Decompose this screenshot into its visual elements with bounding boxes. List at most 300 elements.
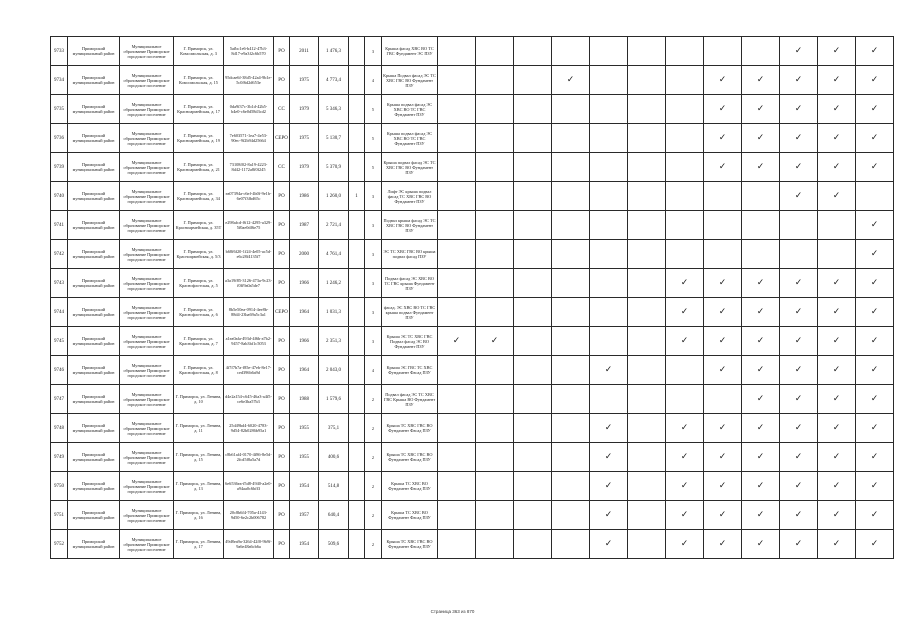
address-cell: Г. Приморск, ул. Краснофлотская, д. 6 [174, 298, 224, 327]
checkmark-icon: ✓ [680, 277, 689, 288]
checkmark-icon: ✓ [870, 480, 879, 491]
wall-type-cell: РО [274, 443, 290, 472]
work-mark-cell [742, 153, 780, 182]
lift-count-cell [349, 443, 365, 472]
work-mark-cell [514, 124, 552, 153]
work-mark-cell [476, 182, 514, 211]
work-mark-cell [856, 66, 894, 95]
checkmark-icon: ✓ [832, 190, 841, 201]
work-mark-cell [742, 124, 780, 153]
address-cell: Г. Приморск, ул. Краснофлотская, д. 5 [174, 269, 224, 298]
checkmark-icon: ✓ [490, 335, 499, 346]
checkmark-icon: ✓ [870, 538, 879, 549]
housing-registry-table [50, 36, 894, 559]
lift-count-cell [349, 414, 365, 443]
checkmark-icon: ✓ [794, 277, 803, 288]
area-cell: 375,1 [319, 414, 349, 443]
district-cell: Приморский муниципальный район [68, 211, 120, 240]
work-mark-cell [590, 66, 628, 95]
lift-count-cell [349, 501, 365, 530]
work-mark-cell [704, 443, 742, 472]
work-mark-cell [818, 37, 856, 66]
checkmark-icon: ✓ [680, 335, 689, 346]
work-mark-cell [590, 182, 628, 211]
table-row [51, 501, 894, 530]
checkmark-icon: ✓ [794, 393, 803, 404]
checkmark-icon: ✓ [870, 451, 879, 462]
work-mark-cell [628, 356, 666, 385]
checkmark-icon: ✓ [718, 103, 727, 114]
row-number: 9750 [51, 472, 68, 501]
work-mark-cell [628, 37, 666, 66]
work-mark-cell [780, 530, 818, 559]
table-row [51, 472, 894, 501]
work-mark-cell [552, 95, 590, 124]
work-mark-cell [704, 327, 742, 356]
work-mark-cell [856, 472, 894, 501]
checkmark-icon: ✓ [718, 277, 727, 288]
work-mark-cell [476, 414, 514, 443]
work-mark-cell [856, 211, 894, 240]
checkmark-icon: ✓ [832, 45, 841, 56]
work-mark-cell [628, 66, 666, 95]
works-list-cell: Крыша подвал фасад ЭС ТС ХВС ГВС ВО Фундамент ПЗУ [382, 153, 438, 182]
work-mark-cell [704, 211, 742, 240]
floors-cell: 4 [365, 356, 382, 385]
work-mark-cell [628, 182, 666, 211]
building-id-cell: 7e603571-1ea7-4e53-90ec-9f2b94d25664 [224, 124, 274, 153]
work-mark-cell [780, 182, 818, 211]
municipality-cell: Муниципальное образование Приморское городское поселение [120, 95, 174, 124]
area-cell: 5 130,7 [319, 124, 349, 153]
lift-count-cell [349, 66, 365, 95]
work-mark-cell [742, 385, 780, 414]
checkmark-icon: ✓ [870, 74, 879, 85]
work-mark-cell [438, 37, 476, 66]
work-mark-cell [438, 124, 476, 153]
work-mark-cell [742, 37, 780, 66]
work-mark-cell [438, 530, 476, 559]
work-mark-cell [666, 472, 704, 501]
work-mark-cell [704, 66, 742, 95]
work-mark-cell [666, 327, 704, 356]
work-mark-cell [590, 414, 628, 443]
work-mark-cell [704, 269, 742, 298]
wall-type-cell: РО [274, 472, 290, 501]
work-mark-cell [438, 298, 476, 327]
work-mark-cell [666, 269, 704, 298]
checkmark-icon: ✓ [832, 277, 841, 288]
checkmark-icon: ✓ [756, 74, 765, 85]
wall-type-cell: РО [274, 327, 290, 356]
district-cell: Приморский муниципальный район [68, 153, 120, 182]
build-year-cell: 1979 [290, 95, 319, 124]
build-year-cell: 1955 [290, 414, 319, 443]
work-mark-cell [476, 240, 514, 269]
checkmark-icon: ✓ [832, 103, 841, 114]
work-mark-cell [590, 211, 628, 240]
wall-type-cell: РО [274, 385, 290, 414]
district-cell: Приморский муниципальный район [68, 385, 120, 414]
district-cell: Приморский муниципальный район [68, 95, 120, 124]
district-cell: Приморский муниципальный район [68, 327, 120, 356]
row-number: 9749 [51, 443, 68, 472]
checkmark-icon: ✓ [870, 219, 879, 230]
row-number: 9747 [51, 385, 68, 414]
building-id-cell: a1ea0afa-493d-4f6b-a7b2-9457-8ab3bf1c5053 [224, 327, 274, 356]
work-mark-cell [552, 530, 590, 559]
checkmark-icon: ✓ [870, 277, 879, 288]
municipality-cell: Муниципальное образование Приморское городское поселение [120, 530, 174, 559]
row-number: 9739 [51, 153, 68, 182]
work-mark-cell [514, 95, 552, 124]
work-mark-cell [514, 414, 552, 443]
checkmark-icon: ✓ [794, 74, 803, 85]
work-mark-cell [628, 501, 666, 530]
work-mark-cell [590, 240, 628, 269]
build-year-cell: 2000 [290, 240, 319, 269]
work-mark-cell [704, 414, 742, 443]
work-mark-cell [590, 269, 628, 298]
work-mark-cell [514, 182, 552, 211]
build-year-cell: 1954 [290, 530, 319, 559]
building-id-cell: 5afbc1e6-b412-47b3-8d17-e9a3f2c6b570 [224, 37, 274, 66]
work-mark-cell [628, 240, 666, 269]
work-mark-cell [856, 37, 894, 66]
work-mark-cell [704, 472, 742, 501]
checkmark-icon: ✓ [794, 364, 803, 375]
work-mark-cell [476, 501, 514, 530]
floors-cell: 2 [365, 530, 382, 559]
work-mark-cell [590, 37, 628, 66]
district-cell: Приморский муниципальный район [68, 443, 120, 472]
build-year-cell: 1987 [290, 211, 319, 240]
floors-cell: 3 [365, 298, 382, 327]
work-mark-cell [742, 356, 780, 385]
work-mark-cell [514, 240, 552, 269]
checkmark-icon: ✓ [832, 451, 841, 462]
checkmark-icon: ✓ [794, 451, 803, 462]
work-mark-cell [780, 66, 818, 95]
work-mark-cell [552, 327, 590, 356]
floors-cell: 3 [365, 240, 382, 269]
checkmark-icon: ✓ [680, 480, 689, 491]
district-cell: Приморский муниципальный район [68, 269, 120, 298]
municipality-cell: Муниципальное образование Приморское городское поселение [120, 124, 174, 153]
lift-count-cell [349, 124, 365, 153]
work-mark-cell [818, 443, 856, 472]
table-row [51, 269, 894, 298]
table-row [51, 37, 894, 66]
table-row [51, 385, 894, 414]
checkmark-icon: ✓ [566, 74, 575, 85]
works-list-cell: Крыша фасад ХВС ВО ТС ГВС Фундамент ЭС ПЗУ [382, 37, 438, 66]
work-mark-cell [856, 327, 894, 356]
work-mark-cell [856, 124, 894, 153]
municipality-cell: Муниципальное образование Приморское городское поселение [120, 182, 174, 211]
build-year-cell: 2011 [290, 37, 319, 66]
checkmark-icon: ✓ [680, 306, 689, 317]
work-mark-cell [666, 153, 704, 182]
checkmark-icon: ✓ [870, 132, 879, 143]
floors-cell: 2 [365, 472, 382, 501]
work-mark-cell [590, 153, 628, 182]
work-mark-cell [552, 37, 590, 66]
lift-count-cell [349, 37, 365, 66]
work-mark-cell [704, 182, 742, 211]
work-mark-cell [780, 269, 818, 298]
floors-cell: 5 [365, 153, 382, 182]
checkmark-icon: ✓ [604, 538, 613, 549]
district-cell: Приморский муниципальный район [68, 240, 120, 269]
work-mark-cell [780, 472, 818, 501]
work-mark-cell [552, 414, 590, 443]
area-cell: 640,4 [319, 501, 349, 530]
floors-cell: 2 [365, 414, 382, 443]
row-number: 9740 [51, 182, 68, 211]
address-cell: Г. Приморск, ул. Ленина, д. 13 [174, 472, 224, 501]
work-mark-cell [818, 298, 856, 327]
checkmark-icon: ✓ [870, 103, 879, 114]
checkmark-icon: ✓ [832, 393, 841, 404]
checkmark-icon: ✓ [794, 422, 803, 433]
work-mark-cell [514, 211, 552, 240]
work-mark-cell [590, 530, 628, 559]
table-row [51, 414, 894, 443]
checkmark-icon: ✓ [832, 335, 841, 346]
checkmark-icon: ✓ [718, 364, 727, 375]
work-mark-cell [742, 66, 780, 95]
checkmark-icon: ✓ [832, 132, 841, 143]
checkmark-icon: ✓ [832, 364, 841, 375]
work-mark-cell [590, 124, 628, 153]
work-mark-cell [780, 356, 818, 385]
work-mark-cell [476, 472, 514, 501]
wall-type-cell: РО [274, 211, 290, 240]
work-mark-cell [856, 269, 894, 298]
district-cell: Приморский муниципальный район [68, 66, 120, 95]
work-mark-cell [552, 356, 590, 385]
table-row [51, 211, 894, 240]
checkmark-icon: ✓ [756, 277, 765, 288]
works-list-cell: Крыша Подвал фасад ЭС ТС ХВС ГВС ВО Фундамент ПЗУ [382, 66, 438, 95]
municipality-cell: Муниципальное образование Приморское городское поселение [120, 443, 174, 472]
build-year-cell: 1986 [290, 182, 319, 211]
work-mark-cell [856, 501, 894, 530]
checkmark-icon: ✓ [794, 480, 803, 491]
floors-cell: 3 [365, 269, 382, 298]
work-mark-cell [704, 298, 742, 327]
row-number: 9746 [51, 356, 68, 385]
work-mark-cell [476, 269, 514, 298]
works-list-cell: Подвал фасад ЭС ХВС ВО ТС ГВС крыша Фундамент ПЗУ [382, 269, 438, 298]
works-list-cell: ЭС ТС ХВС ГВС ВО крыша подвал фасад ПЗУ [382, 240, 438, 269]
district-cell: Приморский муниципальный район [68, 501, 120, 530]
building-id-cell: 95dcae6f-38d5-42a4-9b1e-5c0f6d2d653e [224, 66, 274, 95]
work-mark-cell [438, 211, 476, 240]
floors-cell: 3 [365, 182, 382, 211]
district-cell: Приморский муниципальный район [68, 182, 120, 211]
checkmark-icon: ✓ [718, 422, 727, 433]
checkmark-icon: ✓ [794, 190, 803, 201]
work-mark-cell [742, 530, 780, 559]
checkmark-icon: ✓ [718, 480, 727, 491]
address-cell: Г. Приморск, ул. Красноармейская, д. 21 [174, 153, 224, 182]
work-mark-cell [552, 385, 590, 414]
build-year-cell: 1954 [290, 472, 319, 501]
area-cell: 514,8 [319, 472, 349, 501]
row-number: 9743 [51, 269, 68, 298]
work-mark-cell [476, 530, 514, 559]
table-row [51, 443, 894, 472]
wall-type-cell: РО [274, 530, 290, 559]
checkmark-icon: ✓ [756, 364, 765, 375]
area-cell: 4 761,4 [319, 240, 349, 269]
checkmark-icon: ✓ [604, 422, 613, 433]
work-mark-cell [438, 182, 476, 211]
work-mark-cell [780, 124, 818, 153]
works-list-cell: Крыша ЭС ТС ХВС ГВС Подвал фасад ЭС ВО Фундамент ПЗУ [382, 327, 438, 356]
lift-count-cell [349, 530, 365, 559]
checkmark-icon: ✓ [870, 422, 879, 433]
work-mark-cell [818, 95, 856, 124]
work-mark-cell [628, 269, 666, 298]
area-cell: 2 043,0 [319, 356, 349, 385]
municipality-cell: Муниципальное образование Приморское городское поселение [120, 240, 174, 269]
table-row [51, 327, 894, 356]
building-id-cell: 20c8b6f4-705a-4143-9d50-6e2c2b006782 [224, 501, 274, 530]
area-cell: 509,6 [319, 530, 349, 559]
district-cell: Приморский муниципальный район [68, 414, 120, 443]
checkmark-icon: ✓ [832, 161, 841, 172]
work-mark-cell [666, 66, 704, 95]
building-id-cell: 49d8ea9a-3264-42f0-9b9f-9a6e48a6cb6a [224, 530, 274, 559]
lift-count-cell [349, 327, 365, 356]
address-cell: Г. Приморск, ул. Краснофлотская, д. 8 [174, 356, 224, 385]
row-number: 9735 [51, 95, 68, 124]
checkmark-icon: ✓ [756, 480, 765, 491]
work-mark-cell [704, 385, 742, 414]
district-cell: Приморский муниципальный район [68, 530, 120, 559]
checkmark-icon: ✓ [756, 451, 765, 462]
work-mark-cell [666, 37, 704, 66]
checkmark-icon: ✓ [718, 161, 727, 172]
table-row [51, 298, 894, 327]
floors-cell: 3 [365, 211, 382, 240]
work-mark-cell [818, 530, 856, 559]
work-mark-cell [742, 211, 780, 240]
work-mark-cell [818, 472, 856, 501]
work-mark-cell [552, 298, 590, 327]
work-mark-cell [590, 472, 628, 501]
checkmark-icon: ✓ [794, 509, 803, 520]
checkmark-icon: ✓ [870, 335, 879, 346]
work-mark-cell [704, 240, 742, 269]
table-row [51, 182, 894, 211]
work-mark-cell [742, 269, 780, 298]
work-mark-cell [514, 530, 552, 559]
work-mark-cell [552, 153, 590, 182]
build-year-cell: 1964 [290, 356, 319, 385]
work-mark-cell [514, 298, 552, 327]
work-mark-cell [476, 298, 514, 327]
work-mark-cell [438, 153, 476, 182]
lift-count-cell [349, 153, 365, 182]
work-mark-cell [818, 182, 856, 211]
municipality-cell: Муниципальное образование Приморское городское поселение [120, 298, 174, 327]
work-mark-cell [590, 443, 628, 472]
municipality-cell: Муниципальное образование Приморское городское поселение [120, 501, 174, 530]
work-mark-cell [742, 298, 780, 327]
work-mark-cell [818, 124, 856, 153]
work-mark-cell [780, 95, 818, 124]
table-row [51, 356, 894, 385]
checkmark-icon: ✓ [756, 509, 765, 520]
works-list-cell: Крыша ТС ХВС ВО Фундамент Фасад ПЗУ [382, 501, 438, 530]
work-mark-cell [590, 95, 628, 124]
work-mark-cell [438, 414, 476, 443]
row-number: 9742 [51, 240, 68, 269]
work-mark-cell [438, 501, 476, 530]
work-mark-cell [780, 385, 818, 414]
work-mark-cell [742, 443, 780, 472]
checkmark-icon: ✓ [832, 480, 841, 491]
build-year-cell: 1957 [290, 501, 319, 530]
checkmark-icon: ✓ [680, 509, 689, 520]
work-mark-cell [856, 298, 894, 327]
work-mark-cell [476, 153, 514, 182]
work-mark-cell [856, 530, 894, 559]
municipality-cell: Муниципальное образование Приморское городское поселение [120, 269, 174, 298]
building-id-cell: 4f7f7b7a-f85e-47eb-8e17-ced396b6a9d [224, 356, 274, 385]
building-id-cell: 0da9f37c-3b1d-42b5-b4e0-c6e0d58d3cd2 [224, 95, 274, 124]
work-mark-cell [666, 95, 704, 124]
building-id-cell: b68f6f20-1f24-4e05-ac5d-e6c28f4135f7 [224, 240, 274, 269]
works-list-cell: Подвал фасад ЭС ТС ХВС ГВС Крыша ВО Фундамент ПЗУ [382, 385, 438, 414]
checkmark-icon: ✓ [756, 422, 765, 433]
work-mark-cell [666, 443, 704, 472]
area-cell: 1 246,2 [319, 269, 349, 298]
row-number: 9752 [51, 530, 68, 559]
municipality-cell: Муниципальное образование Приморское городское поселение [120, 66, 174, 95]
municipality-cell: Муниципальное образование Приморское городское поселение [120, 153, 174, 182]
row-number: 9745 [51, 327, 68, 356]
work-mark-cell [780, 211, 818, 240]
row-number: 9744 [51, 298, 68, 327]
work-mark-cell [476, 66, 514, 95]
area-cell: 1 031,3 [319, 298, 349, 327]
address-cell: Г. Приморск, ул. Комсомольская, д. 15 [174, 66, 224, 95]
checkmark-icon: ✓ [794, 335, 803, 346]
work-mark-cell [628, 211, 666, 240]
work-mark-cell [742, 182, 780, 211]
building-id-cell: e298afcd-f612-4295-a329-5f0ae0df6e75 [224, 211, 274, 240]
area-cell: 400,6 [319, 443, 349, 472]
work-mark-cell [552, 66, 590, 95]
floors-cell: 3 [365, 37, 382, 66]
building-id-cell: 6e6536ea-f5d8-4940-a2e0-a94aa0c6bff3 [224, 472, 274, 501]
wall-type-cell: СС [274, 95, 290, 124]
work-mark-cell [476, 356, 514, 385]
works-list-cell: Крыша ТС ХВС ГВС ВО Фундамент Фасад ПЗУ [382, 443, 438, 472]
work-mark-cell [590, 385, 628, 414]
checkmark-icon: ✓ [604, 451, 613, 462]
checkmark-icon: ✓ [794, 103, 803, 114]
work-mark-cell [514, 327, 552, 356]
work-mark-cell [438, 66, 476, 95]
checkmark-icon: ✓ [718, 451, 727, 462]
building-id-cell: d4e2a154-c645-46a3-a4f5-ce6e3ba57b3 [224, 385, 274, 414]
